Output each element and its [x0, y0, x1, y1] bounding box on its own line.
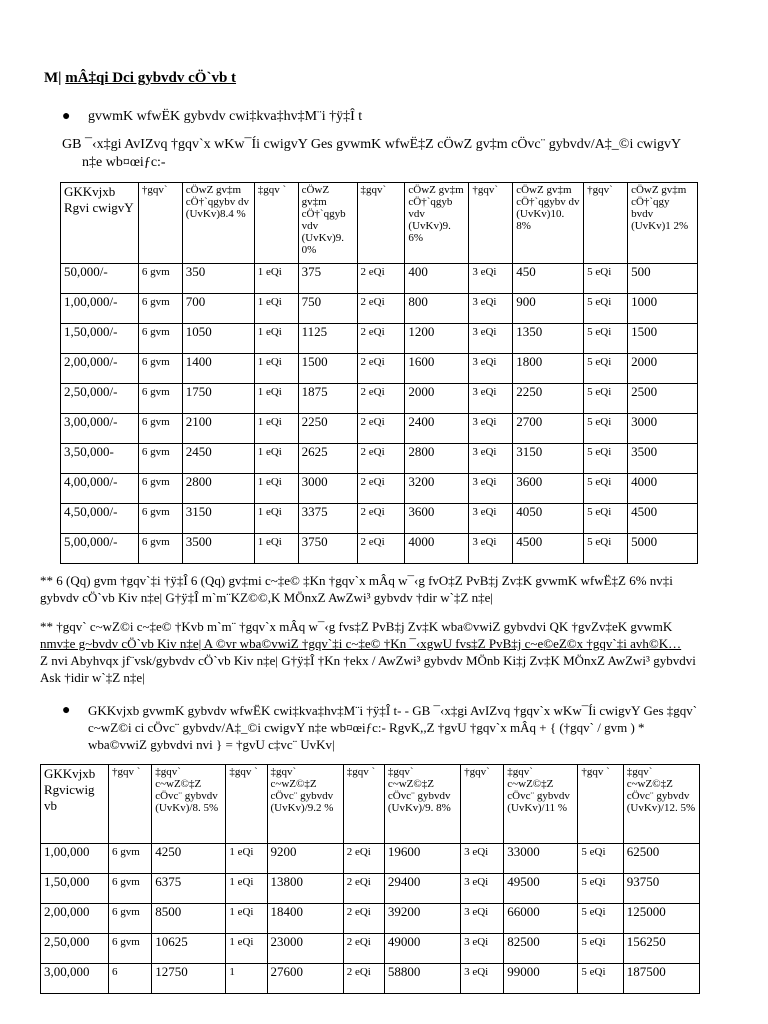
monthly-table-cell: 1350 [513, 324, 584, 354]
monthly-table-cell: 3500 [628, 444, 698, 474]
monthly-table-row [61, 354, 698, 384]
note-two [40, 618, 766, 686]
maturity-table-cell: 2 eQi [343, 844, 384, 874]
monthly-table-header-cell: †gqv` [584, 183, 628, 264]
maturity-table-cell: 3 eQi [461, 874, 504, 904]
maturity-table-cell: 156250 [623, 934, 699, 964]
monthly-table-cell: 6 gvm [138, 474, 182, 504]
maturity-table-cell: 5 eQi [578, 874, 623, 904]
maturity-table-cell: 4250 [152, 844, 226, 874]
maturity-table-cell: 99000 [504, 964, 578, 994]
maturity-table-header-cell: ‡gqv ` [226, 765, 267, 844]
monthly-table-cell: 2500 [628, 384, 698, 414]
maturity-table-row [41, 934, 700, 964]
monthly-table-cell: 5000 [628, 534, 698, 564]
maturity-table-cell: 58800 [384, 964, 460, 994]
monthly-table-cell: 2 eQi [357, 444, 405, 474]
monthly-table-header-cell: ‡gqv ` [254, 183, 298, 264]
maturity-table-cell: 66000 [504, 904, 578, 934]
maturity-table-cell: 8500 [152, 904, 226, 934]
maturity-table-header-cell: †gqv ` [578, 765, 623, 844]
maturity-table-header-cell: †gqv ` [108, 765, 151, 844]
monthly-table-header-row [61, 183, 698, 264]
monthly-table-cell: 2000 [628, 354, 698, 384]
note-one-line-1: ** 6 (Qq) gvm †gqv`‡i †ÿ‡Î 6 (Qq) gv‡mi c~‡e© ‡Kn †gqv`x mÂq w¯‹g fvO‡Z PvB‡j Zv‡K gvwmK wfwË‡Z 6% nv‡i [40, 573, 673, 588]
intro-line-2: n‡e wb¤œiƒc:- [82, 155, 166, 170]
maturity-table-cell: 5 eQi [578, 964, 623, 994]
maturity-table-cell: 2,50,000 [41, 934, 109, 964]
monthly-table-header-cell: cÖwZ gv‡m cÖ†`qgyb vdv (UvKv)9. 6% [405, 183, 469, 264]
monthly-table-cell: 2 eQi [357, 474, 405, 504]
monthly-table-cell: 4500 [628, 504, 698, 534]
monthly-table-row [61, 474, 698, 504]
monthly-table-header-cell: cÖwZ gv‡m cÖ†`qgy bvdv (UvKv)1 2% [628, 183, 698, 264]
monthly-table-cell: 700 [182, 294, 254, 324]
monthly-table-header-cell: †gqv` [469, 183, 513, 264]
monthly-table-cell: 2 eQi [357, 264, 405, 294]
monthly-table-cell: 6 gvm [138, 504, 182, 534]
maturity-table-cell: 27600 [267, 964, 343, 994]
monthly-table-cell: 2 eQi [357, 324, 405, 354]
maturity-table-cell: 187500 [623, 964, 699, 994]
bullet-monthly [62, 108, 762, 126]
monthly-table-cell: 4000 [405, 534, 469, 564]
maturity-table-cell: 29400 [384, 874, 460, 904]
maturity-table-cell: 1 eQi [226, 874, 267, 904]
monthly-table-cell: 2250 [298, 414, 357, 444]
monthly-table-cell: 2000 [405, 384, 469, 414]
maturity-table-cell: 6 [108, 964, 151, 994]
monthly-table-cell: 6 gvm [138, 264, 182, 294]
monthly-table-cell: 3600 [513, 474, 584, 504]
bullet-dot-icon: ● [62, 109, 71, 124]
monthly-table-cell: 3600 [405, 504, 469, 534]
maturity-table-cell: 5 eQi [578, 934, 623, 964]
maturity-table-header-cell: ‡gqv` c~wZ©‡Z cÖvc¨ gybvdv (UvKv)/12. 5% [623, 765, 699, 844]
maturity-table-cell: 1 [226, 964, 267, 994]
monthly-table-cell: 1125 [298, 324, 357, 354]
monthly-table-cell: 1 eQi [254, 324, 298, 354]
monthly-table-cell: 3150 [182, 504, 254, 534]
maturity-table-cell: 1,00,000 [41, 844, 109, 874]
monthly-table-header-cell: cÖwZ gv‡m cÖ†`qgyb vdv (UvKv)9. 0% [298, 183, 357, 264]
maturity-table-header-cell: GKKvjxb Rgvicwig vb [41, 765, 109, 844]
maturity-table-cell: 6 gvm [108, 874, 151, 904]
monthly-table-cell: 3500 [182, 534, 254, 564]
monthly-table-cell: 3150 [513, 444, 584, 474]
monthly-table-row [61, 294, 698, 324]
monthly-table-cell: 3,50,000- [61, 444, 139, 474]
maturity-profit-table [40, 764, 700, 994]
monthly-table-cell: 1 eQi [254, 444, 298, 474]
monthly-table-cell: 5 eQi [584, 384, 628, 414]
note-two-line-1: ** †gqv` c~wZ©i c~‡e© †Kvb m`m¨ †gqv`x mÂq w¯‹g fvs‡Z PvB‡j Zv‡K wba©vwiZ gybvdvi QK †gvZv‡eK gvwmK [40, 619, 673, 634]
monthly-table-cell: 1 eQi [254, 534, 298, 564]
monthly-table-cell: 4,50,000/- [61, 504, 139, 534]
monthly-table-cell: 3375 [298, 504, 357, 534]
monthly-table-cell: 6 gvm [138, 534, 182, 564]
monthly-table-cell: 6 gvm [138, 354, 182, 384]
monthly-table-cell: 6 gvm [138, 414, 182, 444]
monthly-table-cell: 4050 [513, 504, 584, 534]
monthly-table-cell: 1,50,000/- [61, 324, 139, 354]
bullet-lumpsum-line-2: c~wZ©i ci cÖvc¨ gybvdv/A‡_©i cwigvY n‡e wb¤œiƒc:- RgvK,,Z †gvU †gqv`x mÂq + { (†gqv` / gvm ) * [88, 720, 645, 735]
monthly-table-cell: 2100 [182, 414, 254, 444]
monthly-table-cell: 500 [628, 264, 698, 294]
monthly-table-cell: 4,00,000/- [61, 474, 139, 504]
maturity-table-cell: 6 gvm [108, 904, 151, 934]
monthly-table-cell: 1 eQi [254, 294, 298, 324]
monthly-table-cell: 750 [298, 294, 357, 324]
maturity-table-cell: 3 eQi [461, 934, 504, 964]
maturity-table-header-cell: ‡gqv` c~wZ©‡Z cÖvc¨ gybvdv (UvKv)/8. 5% [152, 765, 226, 844]
monthly-table-row [61, 264, 698, 294]
monthly-table-cell: 5 eQi [584, 324, 628, 354]
monthly-table-cell: 1050 [182, 324, 254, 354]
monthly-table-cell: 2 eQi [357, 294, 405, 324]
monthly-table-row [61, 504, 698, 534]
monthly-table-cell: 5 eQi [584, 264, 628, 294]
maturity-table-cell: 49000 [384, 934, 460, 964]
maturity-table-cell: 3 eQi [461, 964, 504, 994]
monthly-table-cell: 1 eQi [254, 414, 298, 444]
monthly-table-cell: 900 [513, 294, 584, 324]
monthly-table-cell: 3 eQi [469, 444, 513, 474]
monthly-table-cell: 3 eQi [469, 294, 513, 324]
title-prefix: M| [44, 70, 62, 86]
maturity-table-cell: 2 eQi [343, 934, 384, 964]
note-one-line-2: gybvdv cÖ`vb Kiv n‡e| G†ÿ‡Î m`m¨KZ©©,K MÖnxZ AwZwi³ gybvdv †dir w`‡Z n‡e| [40, 590, 493, 605]
monthly-table-header-cell: cÖwZ gv‡m cÖ†`qgybv dv (UvKv)8.4 % [182, 183, 254, 264]
title-underlined: mÂ‡qi Dci gybvdv cÖ`vb t [65, 70, 237, 86]
monthly-table-cell: 3 eQi [469, 534, 513, 564]
bullet-lumpsum-line-1: GKKvjxb gvwmK gybvdv wfwËK cwi‡kva‡hv‡M¨i †ÿ‡Î t- - GB ¯‹x‡gi AvIZvq †gqv`x wKw¯Íi cwigvY Ges ‡gqv` [88, 703, 698, 718]
monthly-table-cell: 3000 [628, 414, 698, 444]
monthly-table-cell: 1875 [298, 384, 357, 414]
monthly-table-cell: 1200 [405, 324, 469, 354]
monthly-table-cell: 400 [405, 264, 469, 294]
maturity-table-cell: 10625 [152, 934, 226, 964]
maturity-table-cell: 125000 [623, 904, 699, 934]
maturity-table-cell: 12750 [152, 964, 226, 994]
monthly-table-cell: 2 eQi [357, 384, 405, 414]
monthly-table-cell: 3 eQi [469, 504, 513, 534]
monthly-table-cell: 2625 [298, 444, 357, 474]
monthly-table-cell: 50,000/- [61, 264, 139, 294]
monthly-table-cell: 350 [182, 264, 254, 294]
maturity-table-cell: 5 eQi [578, 844, 623, 874]
maturity-table-row [41, 844, 700, 874]
monthly-table-cell: 6 gvm [138, 444, 182, 474]
monthly-table-cell: 4000 [628, 474, 698, 504]
maturity-table-cell: 13800 [267, 874, 343, 904]
monthly-table-header-cell: †gqv` [138, 183, 182, 264]
maturity-table-cell: 6 gvm [108, 844, 151, 874]
intro-paragraph [62, 136, 762, 172]
maturity-table-cell: 2 eQi [343, 874, 384, 904]
monthly-table-cell: 5 eQi [584, 294, 628, 324]
maturity-table-cell: 3 eQi [461, 844, 504, 874]
monthly-table-cell: 1 eQi [254, 474, 298, 504]
monthly-table-cell: 2450 [182, 444, 254, 474]
maturity-table-row [41, 874, 700, 904]
monthly-table-cell: 1 eQi [254, 354, 298, 384]
maturity-table-cell: 2,00,000 [41, 904, 109, 934]
monthly-table-cell: 2700 [513, 414, 584, 444]
monthly-table-header-cell: GKKvjxb Rgvi cwigvY [61, 183, 139, 264]
monthly-table-cell: 2800 [182, 474, 254, 504]
monthly-table-cell: 3,00,000/- [61, 414, 139, 444]
maturity-table-header-cell: ‡gqv` c~wZ©‡Z cÖvc¨ gybvdv (UvKv)/11 % [504, 765, 578, 844]
monthly-table-header-cell: ‡gqv` [357, 183, 405, 264]
monthly-table-cell: 375 [298, 264, 357, 294]
maturity-table-cell: 1 eQi [226, 844, 267, 874]
monthly-table-cell: 2250 [513, 384, 584, 414]
monthly-table-cell: 1600 [405, 354, 469, 384]
intro-line-1: GB ¯‹x‡gi AvIZvq †gqv`x wKw¯Íi cwigvY Ges gvwmK wfwË‡Z cÖwZ gv‡m cÖvc¨ gybvdv/A‡_©i cwigvY [62, 137, 682, 152]
maturity-table-header-cell: ‡gqv` c~wZ©‡Z cÖvc¨ gybvdv (UvKv)/9.2 % [267, 765, 343, 844]
monthly-table-row [61, 414, 698, 444]
maturity-table-cell: 49500 [504, 874, 578, 904]
monthly-table-cell: 2 eQi [357, 414, 405, 444]
monthly-table-row [61, 324, 698, 354]
monthly-table-cell: 1750 [182, 384, 254, 414]
maturity-table-cell: 6375 [152, 874, 226, 904]
monthly-table-cell: 450 [513, 264, 584, 294]
monthly-table-cell: 6 gvm [138, 324, 182, 354]
monthly-table-cell: 3 eQi [469, 414, 513, 444]
monthly-table-cell: 6 gvm [138, 294, 182, 324]
maturity-table-cell: 3 eQi [461, 904, 504, 934]
monthly-table-cell: 2,50,000/- [61, 384, 139, 414]
monthly-table-cell: 5 eQi [584, 414, 628, 444]
maturity-table-cell: 9200 [267, 844, 343, 874]
monthly-table-row [61, 384, 698, 414]
note-two-line-4: Ask †idir w`‡Z n‡e| [40, 670, 145, 685]
monthly-table-cell: 1 eQi [254, 384, 298, 414]
monthly-table-cell: 5 eQi [584, 444, 628, 474]
monthly-profit-table [60, 182, 698, 564]
monthly-table-cell: 5 eQi [584, 504, 628, 534]
maturity-table-header-row [41, 765, 700, 844]
monthly-table-cell: 5 eQi [584, 534, 628, 564]
monthly-table-cell: 2 eQi [357, 504, 405, 534]
monthly-table-cell: 5 eQi [584, 354, 628, 384]
maturity-table-cell: 1 eQi [226, 934, 267, 964]
maturity-table-cell: 23000 [267, 934, 343, 964]
monthly-table-cell: 3000 [298, 474, 357, 504]
maturity-table-cell: 2 eQi [343, 964, 384, 994]
maturity-table-cell: 93750 [623, 874, 699, 904]
maturity-table-cell: 6 gvm [108, 934, 151, 964]
note-two-line-3: Z nvi Abyhvqx jf¨vsk/gybvdv cÖ`vb Kiv n‡e| G†ÿ‡Î †Kn †ekx / AwZwi³ gybvdv MÖnb Ki‡j Zv‡K MÖnxZ AwZwi³ gybvdvi [40, 653, 696, 668]
monthly-table-header-cell: cÖwZ gv‡m cÖ†`qgybv dv (UvKv)10. 8% [513, 183, 584, 264]
monthly-table-cell: 5 eQi [584, 474, 628, 504]
monthly-table-cell: 1,00,000/- [61, 294, 139, 324]
monthly-table-cell: 2 eQi [357, 354, 405, 384]
monthly-table-row [61, 444, 698, 474]
monthly-table-cell: 2,00,000/- [61, 354, 139, 384]
maturity-table-cell: 62500 [623, 844, 699, 874]
monthly-table-cell: 6 gvm [138, 384, 182, 414]
monthly-table-cell: 3 eQi [469, 324, 513, 354]
monthly-table-cell: 3200 [405, 474, 469, 504]
maturity-table-cell: 82500 [504, 934, 578, 964]
maturity-table-header-cell: ‡gqv` c~wZ©‡Z cÖvc¨ gybvdv (UvKv)/9. 8% [384, 765, 460, 844]
monthly-table-cell: 4500 [513, 534, 584, 564]
maturity-table-row [41, 904, 700, 934]
maturity-table-row [41, 964, 700, 994]
maturity-table-cell: 2 eQi [343, 904, 384, 934]
monthly-table-cell: 1500 [298, 354, 357, 384]
monthly-table-cell: 2 eQi [357, 534, 405, 564]
monthly-table-cell: 3 eQi [469, 354, 513, 384]
monthly-table-row [61, 534, 698, 564]
maturity-table-cell: 3,00,000 [41, 964, 109, 994]
maturity-table-cell: 1,50,000 [41, 874, 109, 904]
maturity-table-cell: 39200 [384, 904, 460, 934]
monthly-table-cell: 1 eQi [254, 504, 298, 534]
maturity-table-cell: 5 eQi [578, 904, 623, 934]
monthly-table-cell: 3 eQi [469, 384, 513, 414]
monthly-table-cell: 1400 [182, 354, 254, 384]
bullet-lumpsum-line-3: wba©vwiZ gybvdvi nvi } = †gvU c‡vc¨ UvKv| [88, 737, 335, 752]
maturity-table-cell: 18400 [267, 904, 343, 934]
bullet-lumpsum [62, 702, 762, 756]
monthly-table-cell: 800 [405, 294, 469, 324]
monthly-table-cell: 5,00,000/- [61, 534, 139, 564]
note-one [40, 572, 760, 606]
bullet-dot-icon: ● [62, 703, 71, 718]
monthly-table-cell: 2800 [405, 444, 469, 474]
monthly-table-cell: 1800 [513, 354, 584, 384]
monthly-table-cell: 2400 [405, 414, 469, 444]
maturity-table-cell: 19600 [384, 844, 460, 874]
maturity-table-header-cell: †gqv` [461, 765, 504, 844]
bullet-monthly-text: gvwmK wfwËK gybvdv cwi‡kva‡hv‡M¨i †ÿ‡Î t [88, 109, 363, 124]
maturity-table-cell: 33000 [504, 844, 578, 874]
document-title [44, 70, 236, 87]
monthly-table-cell: 1500 [628, 324, 698, 354]
monthly-table-cell: 3750 [298, 534, 357, 564]
monthly-table-cell: 1000 [628, 294, 698, 324]
maturity-table-cell: 1 eQi [226, 904, 267, 934]
maturity-table-header-cell: ‡gqv ` [343, 765, 384, 844]
monthly-table-cell: 1 eQi [254, 264, 298, 294]
note-two-line-2: nmv‡e g~bvdv cÖ`vb Kiv n‡e| A ©vr wba©vwiZ †gqv`‡i c~‡e© †Kn ¯‹xgwU fvs‡Z PvB‡j c~e©eZ©x †gqv`‡i avh©K… [40, 636, 682, 651]
monthly-table-cell: 3 eQi [469, 474, 513, 504]
monthly-table-cell: 3 eQi [469, 264, 513, 294]
